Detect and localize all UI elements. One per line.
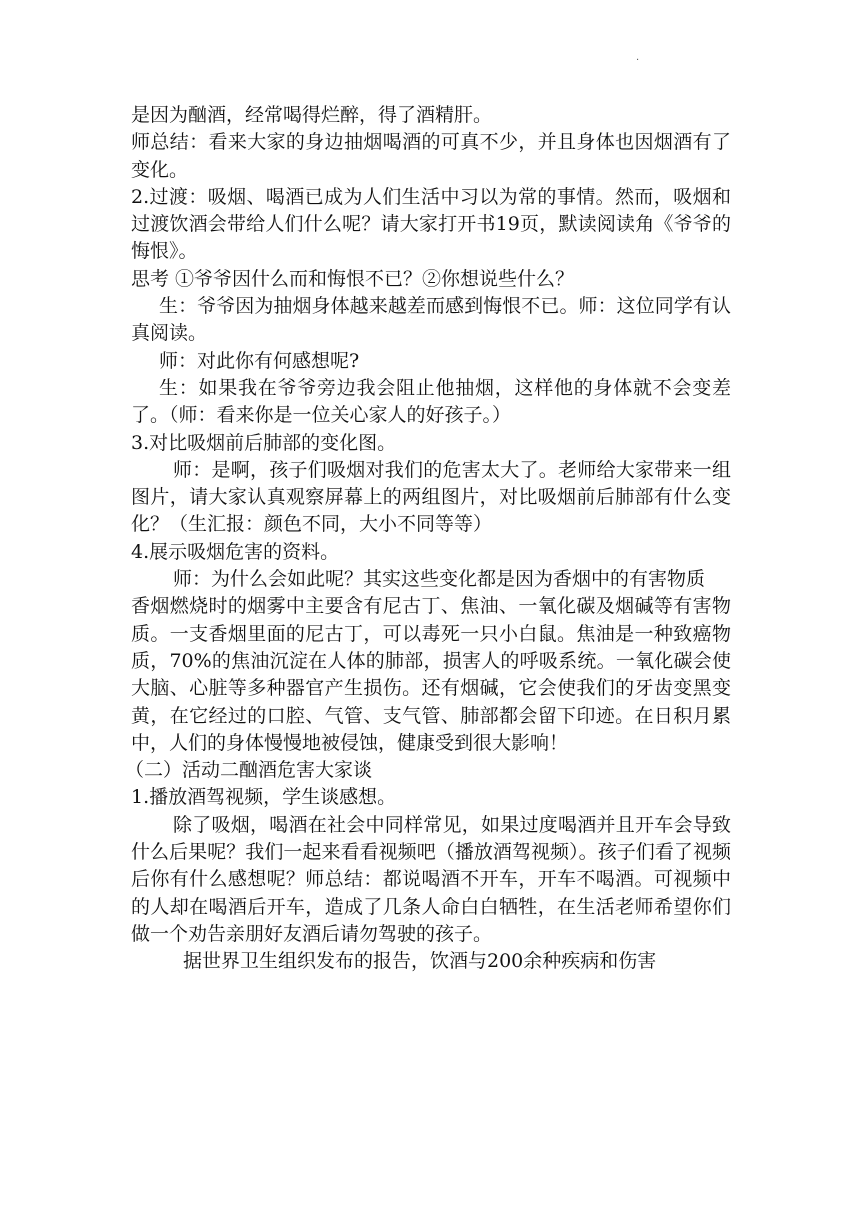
paragraph-6: 师：对此你有何感想呢? — [159, 349, 360, 372]
paragraph-10: 4.展示吸烟危害的资料。 — [131, 540, 340, 563]
document-body — [125, 102, 731, 976]
paragraph-7: 生：如果我在爷爷旁边我会阻止他抽烟，这样他的身体就不会变差了。（师：看来你是一位关心家人的好孩子。） — [131, 376, 731, 427]
paragraph-13: （二）活动二酗酒危害大家谈 — [125, 759, 373, 782]
paragraph-1: 是因为酗酒，经常喝得烂醉，得了酒精肝。 — [131, 104, 493, 126]
paragraph-14: 1.播放酒驾视频，学生谈感想。 — [131, 786, 397, 809]
paragraph-9: 师：是啊，孩子们吸烟对我们的危害太大了。老师给大家带来一组图片，请大家认真观察屏幕上的两组图片，对比吸烟前后肺部有什么变化？（生汇报：颜色不同，大小不同等等） — [131, 458, 731, 536]
paragraph-5: 生：爷爷因为抽烟身体越来越差而感到悔恨不已。师：这位同学有认真阅读。 — [131, 295, 731, 345]
paragraph-3: 2.过渡：吸烟、喝酒已成为人们生活中习以为常的事情。然而，吸烟和过渡饮酒会带给人们什么呢？请大家打开书19页，默读阅读角《爷爷的悔恨》。 — [131, 185, 731, 263]
paragraph-16: 据世界卫生组织发布的报告，饮酒与200余种疾病和伤害 — [183, 950, 657, 973]
paragraph-8: 3.对比吸烟前后肺部的变化图。 — [131, 431, 397, 454]
paragraph-4: 思考 ①爷爷因什么而和悔恨不已？②你想说些什么？ — [131, 267, 575, 290]
paragraph-11: 师：为什么会如此呢？其实这些变化都是因为香烟中的有害物质 — [173, 568, 706, 591]
paragraph-12: 香烟燃烧时的烟雾中主要含有尼古丁、焦油、一氧化碳及烟碱等有害物质。一支香烟里面的尼古丁，可以毒死一只小白鼠。焦油是一种致癌物质，70%的焦油沉淀在人体的肺部，损害人的呼吸系统。一氧化碳会使大脑、心脏等多种器官产生损伤。还有烟碱，它会使我们的牙齿变黑变黄，在它经过的口腔、气管、支气管、肺部都会留下印迹。在日积月累中，人们的身体慢慢地被侵蚀，健康受到很大影响！ — [131, 595, 731, 754]
paragraph-2: 师总结：看来大家的身边抽烟喝酒的可真不少，并且身体也因烟酒有了变化。 — [131, 131, 731, 181]
header-mark: . — [636, 52, 640, 63]
paragraph-15: 除了吸烟，喝酒在社会中同样常见，如果过度喝酒并且开车会导致什么后果呢？我们一起来看看视频吧（播放酒驾视频）。孩子们看了视频后你有什么感想呢？师总结：都说喝酒不开车，开车不喝酒。可视频中的人却在喝酒后开车，造成了几条人命白白牺牲，在生活老师希望你们做一个劝告亲朋好友酒后请勿驾驶的孩子。 — [131, 813, 731, 945]
